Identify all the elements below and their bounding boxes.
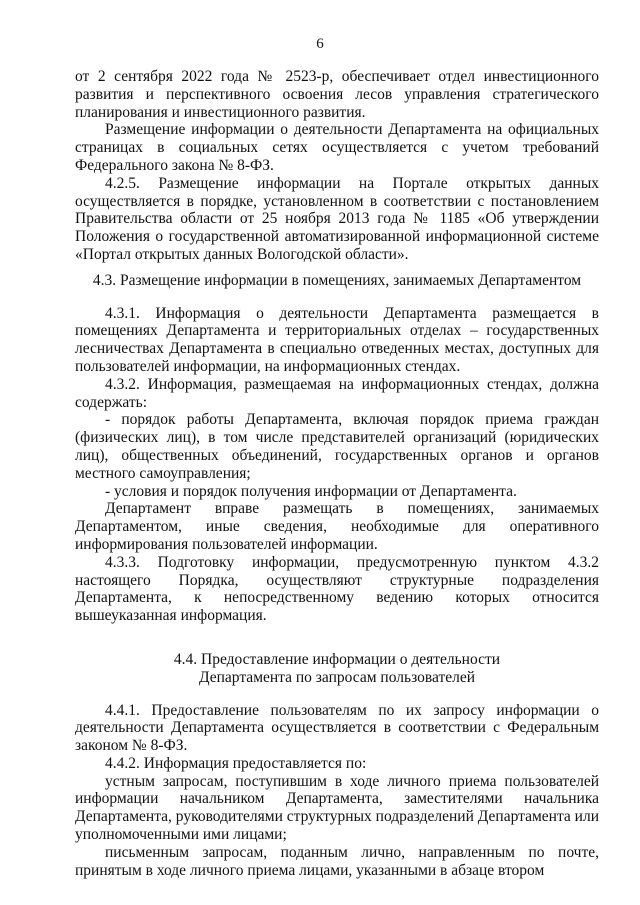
- paragraph: Размещение информации о деятельности Департамента на официальных страницах в социальных сетях осуществляется с учетом требований Федерального закона № 8-ФЗ.: [75, 121, 599, 174]
- section-heading-4-3: 4.3. Размещение информации в помещениях, занимаемых Департаментом: [92, 271, 582, 289]
- list-item: письменным запросам, поданным лично, направленным по почте, принятым в ходе личного приема лицами, указанными в абзаце втором: [75, 843, 599, 879]
- paragraph: Департамент вправе размещать в помещениях, занимаемых Департаментом, иные сведения, необходимые для оперативного информирования пользователей информации.: [75, 500, 599, 553]
- section-heading-4-4-line1: 4.4. Предоставление информации о деятельности: [173, 650, 501, 668]
- list-item: - порядок работы Департамента, включая порядок приема граждан (физических лиц), в том числе представителей организаций (юридических лиц), общественных объединений, государственных органов и органов местного самоуправления;: [75, 411, 599, 482]
- document-body: [75, 68, 599, 879]
- list-item: устным запросам, поступившим в ходе личного приема пользователей информации начальником Департамента, заместителями начальника Департамента, руководителями структурных подразделений Департамента или уполномоченными ими лицами;: [75, 772, 599, 844]
- paragraph-4-4-1: 4.4.1. Предоставление пользователям по их запросу информации о деятельности Департамента осуществляется в соответствии с Федеральным законом № 8-ФЗ.: [75, 701, 599, 755]
- paragraph-4-3-3: 4.3.3. Подготовку информации, предусмотренную пунктом 4.3.2 настоящего Порядка, осуществляют структурные подразделения Департамента, к непосредственному ведению которых относится вышеуказанная информация.: [75, 553, 599, 625]
- paragraph: от 2 сентября 2022 года № 2523-р, обеспечивает отдел инвестиционного развития и перспективного освоения лесов управления стратегического планирования и инвестиционного развития.: [75, 68, 599, 121]
- section-heading-4-4-line2: Департамента по запросам пользователей: [198, 668, 476, 686]
- paragraph-4-4-2: 4.4.2. Информация предоставляется по:: [105, 754, 367, 772]
- paragraph-4-2-5: 4.2.5. Размещение информации на Портале открытых данных осуществляется в порядке, установленном в соответствии с постановлением Правительства области от 25 ноября 2013 года № 1185 «Об утверждении Положения о государственной автоматизированной информационной системе «Портал открытых данных Вологодской области».: [75, 174, 599, 263]
- list-item: - условия и порядок получения информации от Департамента.: [105, 482, 517, 500]
- paragraph-4-3-2: 4.3.2. Информация, размещаемая на информационных стендах, должна содержать:: [75, 375, 599, 411]
- paragraph-4-3-1: 4.3.1. Информация о деятельности Департамента размещается в помещениях Департамента и территориальных отделах – государственных лесничествах Департамента в специально отведенных местах, доступных для пользователей информации, на информационных стендах.: [75, 304, 599, 375]
- page-number: 6: [316, 36, 324, 52]
